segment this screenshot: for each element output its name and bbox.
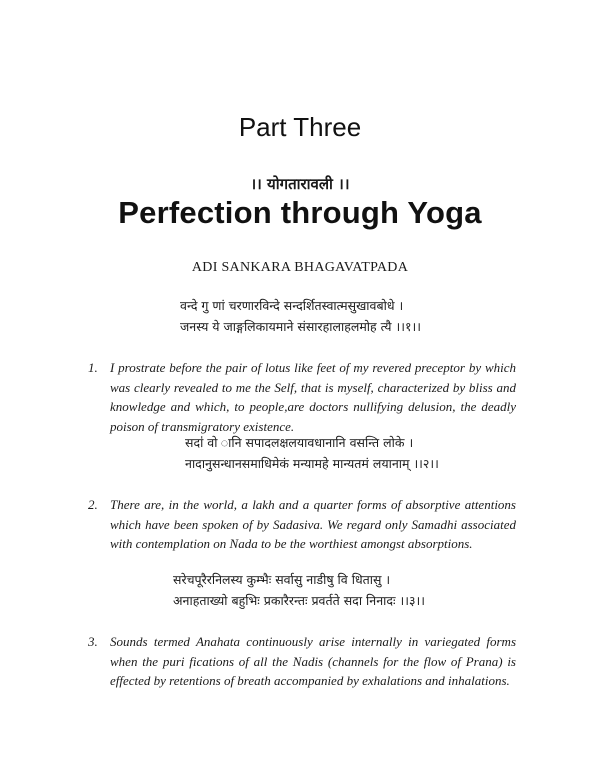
part-heading: Part Three xyxy=(238,112,362,142)
sanskrit-title: ।। योगतारावली ।। xyxy=(250,175,350,193)
invocation-line-1: वन्दे गु णां चरणारविन्दे सन्दर्शितस्वात्मसुखावबोधे । xyxy=(180,298,404,313)
verse-sanskrit-line-1: सरेचपूरैरनिलस्य कुम्भैः सर्वासु नाडीषु वि धितासु । xyxy=(173,572,391,587)
verse-translation: Sounds termed Anahata continuously arise internally in variegated forms when the puri fications of all the Nadis (channels for the flow of Prana) is effected by retentions of breath accompanied by exhalations and inhalations. xyxy=(110,634,516,688)
chapter-title: Perfection through Yoga xyxy=(118,195,482,230)
author-name: ADI SANKARA BHAGAVATPADA xyxy=(191,260,409,275)
verse-number: 3. xyxy=(88,634,98,649)
verse-translation: There are, in the world, a lakh and a quarter forms of absorptive attentions which have been spoken of by Sadasiva. We regard only Samadhi associated with contemplation on Nada to be the worthiest amongst absorptions. xyxy=(110,497,516,551)
verse-translation: I prostrate before the pair of lotus like feet of my revered preceptor by which was clearly revealed to me the Self, that is myself, characterized by bliss and knowledge and which, to people,are doctors nullifying delusion, the deadly poison of transmigratory existence. xyxy=(110,360,516,434)
verse-number: 1. xyxy=(88,360,98,375)
verse-sanskrit-line-2: अनाहताख्यो बहुभिः प्रकारैरन्तः प्रवर्तते सदा निनादः ।।३।। xyxy=(173,593,425,608)
verse-number: 2. xyxy=(88,497,98,512)
verse-sanskrit-line-1: सदा॑ वो ानि सपादलक्षलयावधानानि वसन्ति लोके । xyxy=(185,435,414,450)
verse-sanskrit-line-2: नादानुसन्धानसमाधिमेकं मन्यामहे मान्यतमं लयानाम् ।।२।। xyxy=(185,456,439,471)
invocation-line-2: जनस्य ये जाङ्गलिकायमाने संसारहालाहलमोह त्यै ।।१।। xyxy=(180,319,421,334)
